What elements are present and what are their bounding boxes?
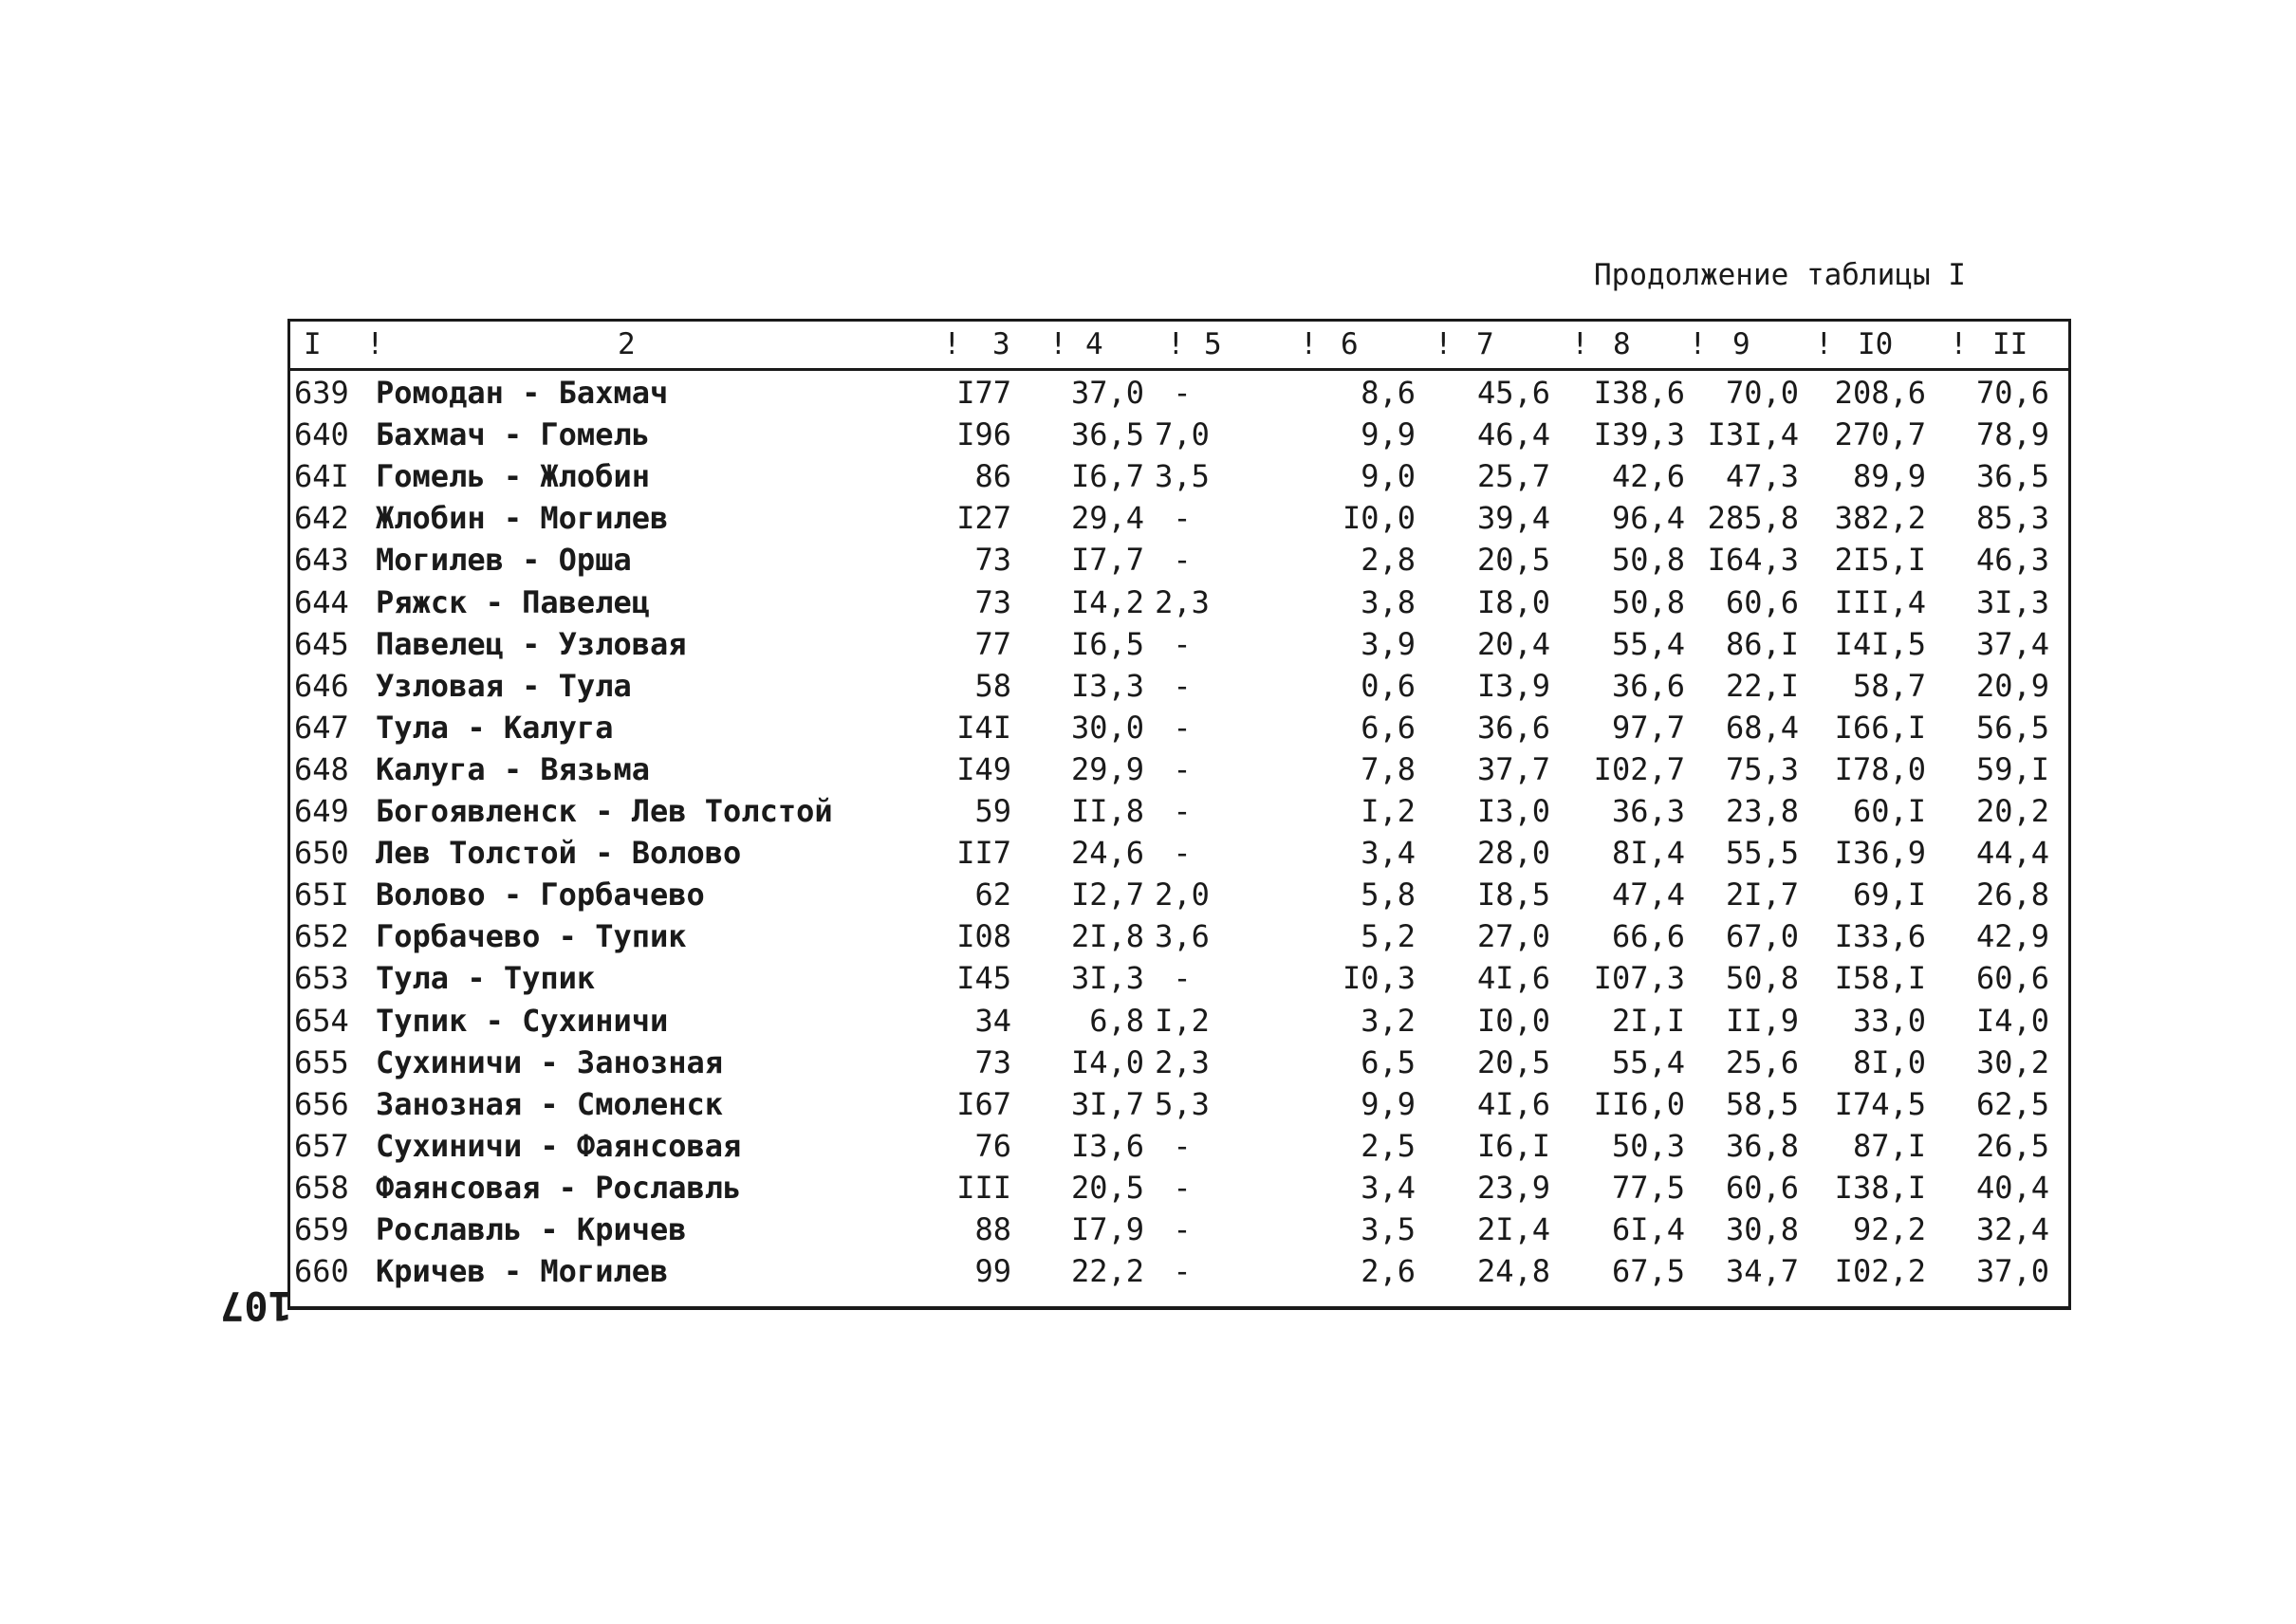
route-name: Занозная - Смоленск <box>376 1085 724 1122</box>
cell-c5: 2,3 <box>1155 583 1210 620</box>
data-table <box>287 319 2071 1310</box>
header-separator: ! <box>943 327 961 361</box>
header-col-1: I <box>304 327 322 361</box>
table-row <box>290 1170 2068 1211</box>
table-row <box>290 1211 2068 1253</box>
cell-c8: 50,8 <box>1611 542 1685 579</box>
table-row <box>290 584 2068 626</box>
route-name: Ряжск - Павелец <box>376 583 650 620</box>
cell-c9: 58,5 <box>1725 1085 1799 1122</box>
cell-c3: 99 <box>974 1253 1011 1290</box>
row-number: 644 <box>294 583 349 620</box>
cell-c7: 37,7 <box>1476 750 1550 787</box>
cell-c5: - <box>1173 835 1192 872</box>
cell-c5: I,2 <box>1155 1002 1210 1039</box>
cell-c8: I07,3 <box>1593 960 1685 997</box>
cell-c11: 70,6 <box>1975 375 2049 411</box>
cell-c6: 7,8 <box>1361 750 1416 787</box>
row-number: 656 <box>294 1085 349 1122</box>
cell-c5: - <box>1173 625 1192 662</box>
table-row <box>290 835 2068 877</box>
cell-c11: 20,9 <box>1975 667 2049 704</box>
table-row <box>290 751 2068 793</box>
cell-c7: I3,9 <box>1476 667 1550 704</box>
cell-c3: 76 <box>974 1127 1011 1164</box>
cell-c7: I0,0 <box>1476 1002 1550 1039</box>
table-header <box>290 325 2068 367</box>
cell-c10: 60,I <box>1852 793 1926 829</box>
cell-c6: 3,9 <box>1361 625 1416 662</box>
cell-c7: 39,4 <box>1476 500 1550 537</box>
cell-c5: - <box>1173 500 1192 537</box>
cell-c6: 3,4 <box>1361 1169 1416 1206</box>
cell-c6: 0,6 <box>1361 667 1416 704</box>
header-divider <box>290 368 2068 371</box>
cell-c9: 2I,7 <box>1725 877 1799 914</box>
cell-c9: 55,5 <box>1725 835 1799 872</box>
row-number: 639 <box>294 375 349 411</box>
cell-c10: 92,2 <box>1852 1211 1926 1247</box>
cell-c7: 28,0 <box>1476 835 1550 872</box>
header-separator: ! <box>1435 327 1453 361</box>
cell-c4: I6,7 <box>1070 458 1144 495</box>
cell-c11: 37,0 <box>1975 1253 2049 1290</box>
cell-c7: 20,5 <box>1476 542 1550 579</box>
header-col-8: 8 <box>1613 327 1631 361</box>
cell-c11: 36,5 <box>1975 458 2049 495</box>
cell-c10: 58,7 <box>1852 667 1926 704</box>
row-number: 642 <box>294 500 349 537</box>
row-number: 654 <box>294 1002 349 1039</box>
cell-c8: 67,5 <box>1611 1253 1685 1290</box>
cell-c7: 25,7 <box>1476 458 1550 495</box>
cell-c6: 6,6 <box>1361 709 1416 746</box>
cell-c3: 86 <box>974 458 1011 495</box>
route-name: Лев Толстой - Волово <box>376 835 742 872</box>
cell-c5: 7,0 <box>1155 416 1210 453</box>
cell-c8: I39,3 <box>1593 416 1685 453</box>
row-number: 650 <box>294 835 349 872</box>
table-row <box>290 877 2068 918</box>
cell-c6: 9,9 <box>1361 416 1416 453</box>
cell-c11: 20,2 <box>1975 793 2049 829</box>
cell-c4: I7,7 <box>1070 542 1144 579</box>
cell-c11: 37,4 <box>1975 625 2049 662</box>
cell-c3: I08 <box>956 918 1011 955</box>
cell-c8: I02,7 <box>1593 750 1685 787</box>
cell-c4: I2,7 <box>1070 877 1144 914</box>
header-separator: ! <box>1950 327 1968 361</box>
cell-c10: I4I,5 <box>1834 625 1926 662</box>
cell-c9: 47,3 <box>1725 458 1799 495</box>
cell-c4: 3I,7 <box>1070 1085 1144 1122</box>
cell-c4: 6,8 <box>1089 1002 1144 1039</box>
cell-c4: 36,5 <box>1070 416 1144 453</box>
cell-c6: I,2 <box>1361 793 1416 829</box>
cell-c10: 2I5,I <box>1834 542 1926 579</box>
cell-c11: 62,5 <box>1975 1085 2049 1122</box>
header-separator: ! <box>1689 327 1707 361</box>
header-col-2: 2 <box>618 327 636 361</box>
table-row <box>290 626 2068 668</box>
cell-c4: I4,2 <box>1070 583 1144 620</box>
cell-c11: 26,8 <box>1975 877 2049 914</box>
cell-c9: 22,I <box>1725 667 1799 704</box>
cell-c8: 6I,4 <box>1611 1211 1685 1247</box>
header-col-10: I0 <box>1858 327 1894 361</box>
cell-c3: III <box>956 1169 1011 1206</box>
row-number: 65I <box>294 877 349 914</box>
cell-c6: 2,6 <box>1361 1253 1416 1290</box>
cell-c4: 29,9 <box>1070 750 1144 787</box>
header-separator: ! <box>1815 327 1833 361</box>
cell-c10: I74,5 <box>1834 1085 1926 1122</box>
cell-c11: 85,3 <box>1975 500 2049 537</box>
cell-c9: I3I,4 <box>1707 416 1799 453</box>
table-row <box>290 375 2068 416</box>
cell-c7: I8,0 <box>1476 583 1550 620</box>
cell-c7: I6,I <box>1476 1127 1550 1164</box>
page-number: 107 <box>220 1283 292 1329</box>
cell-c9: 25,6 <box>1725 1043 1799 1080</box>
cell-c5: - <box>1173 1211 1192 1247</box>
cell-c11: 59,I <box>1975 750 2049 787</box>
cell-c9: 70,0 <box>1725 375 1799 411</box>
row-number: 646 <box>294 667 349 704</box>
table-row <box>290 918 2068 960</box>
cell-c9: 50,8 <box>1725 960 1799 997</box>
cell-c11: 56,5 <box>1975 709 2049 746</box>
cell-c11: 60,6 <box>1975 960 2049 997</box>
cell-c5: - <box>1173 793 1192 829</box>
cell-c10: 8I,0 <box>1852 1043 1926 1080</box>
cell-c7: 46,4 <box>1476 416 1550 453</box>
table-row <box>290 1044 2068 1086</box>
table-row <box>290 1128 2068 1170</box>
cell-c10: 33,0 <box>1852 1002 1926 1039</box>
header-col-4: 4 <box>1085 327 1103 361</box>
cell-c11: 40,4 <box>1975 1169 2049 1206</box>
table-row <box>290 416 2068 458</box>
cell-c4: 20,5 <box>1070 1169 1144 1206</box>
cell-c8: 2I,I <box>1611 1002 1685 1039</box>
cell-c4: 30,0 <box>1070 709 1144 746</box>
cell-c10: 89,9 <box>1852 458 1926 495</box>
cell-c11: 32,4 <box>1975 1211 2049 1247</box>
cell-c6: 9,0 <box>1361 458 1416 495</box>
row-number: 640 <box>294 416 349 453</box>
cell-c3: 34 <box>974 1002 1011 1039</box>
route-name: Ромодан - Бахмач <box>376 375 669 411</box>
route-name: Кричев - Могилев <box>376 1253 669 1290</box>
row-number: 643 <box>294 542 349 579</box>
cell-c8: 55,4 <box>1611 1043 1685 1080</box>
row-number: 653 <box>294 960 349 997</box>
cell-c3: I77 <box>956 375 1011 411</box>
cell-c8: 36,3 <box>1611 793 1685 829</box>
table-row <box>290 1253 2068 1295</box>
cell-c6: 2,5 <box>1361 1127 1416 1164</box>
cell-c6: 5,8 <box>1361 877 1416 914</box>
route-name: Фаянсовая - Рославль <box>376 1169 742 1206</box>
cell-c10: I36,9 <box>1834 835 1926 872</box>
cell-c10: I58,I <box>1834 960 1926 997</box>
cell-c7: 4I,6 <box>1476 960 1550 997</box>
cell-c11: 46,3 <box>1975 542 2049 579</box>
cell-c5: 3,6 <box>1155 918 1210 955</box>
cell-c9: 67,0 <box>1725 918 1799 955</box>
cell-c3: I67 <box>956 1085 1011 1122</box>
header-separator: ! <box>1300 327 1318 361</box>
cell-c3: I45 <box>956 960 1011 997</box>
table-row <box>290 668 2068 710</box>
cell-c7: I8,5 <box>1476 877 1550 914</box>
header-col-11: II <box>1992 327 2028 361</box>
table-row <box>290 458 2068 500</box>
cell-c9: II,9 <box>1725 1002 1799 1039</box>
cell-c6: 3,4 <box>1361 835 1416 872</box>
row-number: 647 <box>294 709 349 746</box>
cell-c6: 6,5 <box>1361 1043 1416 1080</box>
route-name: Гомель - Жлобин <box>376 458 650 495</box>
cell-c8: 77,5 <box>1611 1169 1685 1206</box>
route-name: Могилев - Орша <box>376 542 632 579</box>
table-row <box>290 960 2068 1002</box>
cell-c8: 42,6 <box>1611 458 1685 495</box>
header-col-9: 9 <box>1732 327 1750 361</box>
cell-c8: I38,6 <box>1593 375 1685 411</box>
cell-c6: 3,5 <box>1361 1211 1416 1247</box>
cell-c10: 382,2 <box>1834 500 1926 537</box>
cell-c3: 73 <box>974 583 1011 620</box>
cell-c10: I38,I <box>1834 1169 1926 1206</box>
cell-c8: 47,4 <box>1611 877 1685 914</box>
table-row <box>290 710 2068 751</box>
row-number: 64I <box>294 458 349 495</box>
row-number: 658 <box>294 1169 349 1206</box>
route-name: Горбачево - Тупик <box>376 918 687 955</box>
cell-c9: 36,8 <box>1725 1127 1799 1164</box>
cell-c7: 2I,4 <box>1476 1211 1550 1247</box>
header-col-7: 7 <box>1476 327 1494 361</box>
cell-c7: 20,4 <box>1476 625 1550 662</box>
route-name: Узловая - Тула <box>376 667 632 704</box>
cell-c11: 44,4 <box>1975 835 2049 872</box>
cell-c9: I64,3 <box>1707 542 1799 579</box>
cell-c3: 59 <box>974 793 1011 829</box>
route-name: Тула - Калуга <box>376 709 614 746</box>
table-row <box>290 793 2068 835</box>
cell-c9: 75,3 <box>1725 750 1799 787</box>
cell-c3: II7 <box>956 835 1011 872</box>
cell-c7: 27,0 <box>1476 918 1550 955</box>
cell-c5: 5,3 <box>1155 1085 1210 1122</box>
cell-c7: 20,5 <box>1476 1043 1550 1080</box>
cell-c6: 3,2 <box>1361 1002 1416 1039</box>
cell-c3: 62 <box>974 877 1011 914</box>
route-name: Сухиничи - Фаянсовая <box>376 1127 742 1164</box>
row-number: 645 <box>294 625 349 662</box>
table-row <box>290 500 2068 542</box>
cell-c11: I4,0 <box>1975 1002 2049 1039</box>
route-name: Жлобин - Могилев <box>376 500 669 537</box>
row-number: 659 <box>294 1211 349 1247</box>
cell-c9: 60,6 <box>1725 583 1799 620</box>
cell-c3: 77 <box>974 625 1011 662</box>
cell-c4: 37,0 <box>1070 375 1144 411</box>
cell-c10: I66,I <box>1834 709 1926 746</box>
cell-c10: I02,2 <box>1834 1253 1926 1290</box>
cell-c7: 4I,6 <box>1476 1085 1550 1122</box>
table-row <box>290 1086 2068 1128</box>
cell-c10: 208,6 <box>1834 375 1926 411</box>
cell-c5: - <box>1173 1253 1192 1290</box>
cell-c8: 55,4 <box>1611 625 1685 662</box>
cell-c3: I96 <box>956 416 1011 453</box>
cell-c4: 29,4 <box>1070 500 1144 537</box>
cell-c7: 23,9 <box>1476 1169 1550 1206</box>
cell-c5: 3,5 <box>1155 458 1210 495</box>
cell-c3: I4I <box>956 709 1011 746</box>
cell-c10: I78,0 <box>1834 750 1926 787</box>
cell-c11: 78,9 <box>1975 416 2049 453</box>
route-name: Рославль - Кричев <box>376 1211 687 1247</box>
cell-c9: 23,8 <box>1725 793 1799 829</box>
cell-c4: II,8 <box>1070 793 1144 829</box>
cell-c7: 36,6 <box>1476 709 1550 746</box>
cell-c6: 8,6 <box>1361 375 1416 411</box>
route-name: Бахмач - Гомель <box>376 416 650 453</box>
cell-c11: 30,2 <box>1975 1043 2049 1080</box>
row-number: 660 <box>294 1253 349 1290</box>
cell-c5: 2,0 <box>1155 877 1210 914</box>
cell-c3: 73 <box>974 1043 1011 1080</box>
cell-c6: 2,8 <box>1361 542 1416 579</box>
cell-c8: 50,8 <box>1611 583 1685 620</box>
cell-c3: I27 <box>956 500 1011 537</box>
cell-c5: - <box>1173 1169 1192 1206</box>
cell-c11: 26,5 <box>1975 1127 2049 1164</box>
table-row <box>290 542 2068 583</box>
cell-c9: 86,I <box>1725 625 1799 662</box>
route-name: Тула - Тупик <box>376 960 596 997</box>
cell-c4: I3,6 <box>1070 1127 1144 1164</box>
cell-c9: 34,7 <box>1725 1253 1799 1290</box>
header-col-5: 5 <box>1204 327 1222 361</box>
cell-c8: 36,6 <box>1611 667 1685 704</box>
route-name: Тупик - Сухиничи <box>376 1002 669 1039</box>
cell-c5: - <box>1173 542 1192 579</box>
cell-c9: 30,8 <box>1725 1211 1799 1247</box>
cell-c5: 2,3 <box>1155 1043 1210 1080</box>
cell-c11: 42,9 <box>1975 918 2049 955</box>
cell-c5: - <box>1173 960 1192 997</box>
cell-c6: 9,9 <box>1361 1085 1416 1122</box>
cell-c3: 73 <box>974 542 1011 579</box>
cell-c4: I4,0 <box>1070 1043 1144 1080</box>
cell-c7: 24,8 <box>1476 1253 1550 1290</box>
header-separator: ! <box>366 327 384 361</box>
cell-c3: I49 <box>956 750 1011 787</box>
cell-c5: - <box>1173 667 1192 704</box>
cell-c4: 24,6 <box>1070 835 1144 872</box>
cell-c8: 66,6 <box>1611 918 1685 955</box>
route-name: Калуга - Вязьма <box>376 750 650 787</box>
cell-c4: I3,3 <box>1070 667 1144 704</box>
header-separator: ! <box>1571 327 1589 361</box>
row-number: 648 <box>294 750 349 787</box>
cell-c4: 22,2 <box>1070 1253 1144 1290</box>
cell-c10: 69,I <box>1852 877 1926 914</box>
cell-c11: 3I,3 <box>1975 583 2049 620</box>
route-name: Сухиничи - Занозная <box>376 1043 724 1080</box>
header-col-3: 3 <box>992 327 1010 361</box>
row-number: 652 <box>294 918 349 955</box>
cell-c7: I3,0 <box>1476 793 1550 829</box>
cell-c3: 58 <box>974 667 1011 704</box>
cell-c8: 97,7 <box>1611 709 1685 746</box>
cell-c5: - <box>1173 750 1192 787</box>
cell-c5: - <box>1173 709 1192 746</box>
route-name: Богоявленск - Лев Толстой <box>376 793 833 829</box>
header-col-6: 6 <box>1341 327 1359 361</box>
table-row <box>290 1003 2068 1044</box>
cell-c6: I0,0 <box>1342 500 1416 537</box>
cell-c5: - <box>1173 375 1192 411</box>
route-name: Павелец - Узловая <box>376 625 687 662</box>
row-number: 655 <box>294 1043 349 1080</box>
cell-c8: 8I,4 <box>1611 835 1685 872</box>
cell-c4: 2I,8 <box>1070 918 1144 955</box>
cell-c10: I33,6 <box>1834 918 1926 955</box>
cell-c9: 285,8 <box>1707 500 1799 537</box>
cell-c9: 68,4 <box>1725 709 1799 746</box>
row-number: 657 <box>294 1127 349 1164</box>
cell-c10: III,4 <box>1834 583 1926 620</box>
cell-c9: 60,6 <box>1725 1169 1799 1206</box>
table-caption: Продолжение таблицы I <box>1594 258 1966 292</box>
cell-c4: 3I,3 <box>1070 960 1144 997</box>
cell-c8: II6,0 <box>1593 1085 1685 1122</box>
cell-c6: 3,8 <box>1361 583 1416 620</box>
route-name: Волово - Горбачево <box>376 877 705 914</box>
cell-c4: I7,9 <box>1070 1211 1144 1247</box>
cell-c3: 88 <box>974 1211 1011 1247</box>
cell-c7: 45,6 <box>1476 375 1550 411</box>
cell-c6: 5,2 <box>1361 918 1416 955</box>
header-separator: ! <box>1049 327 1067 361</box>
cell-c8: 50,3 <box>1611 1127 1685 1164</box>
cell-c5: - <box>1173 1127 1192 1164</box>
cell-c8: 96,4 <box>1611 500 1685 537</box>
header-separator: ! <box>1167 327 1185 361</box>
cell-c10: 87,I <box>1852 1127 1926 1164</box>
cell-c10: 270,7 <box>1834 416 1926 453</box>
row-number: 649 <box>294 793 349 829</box>
cell-c6: I0,3 <box>1342 960 1416 997</box>
cell-c4: I6,5 <box>1070 625 1144 662</box>
